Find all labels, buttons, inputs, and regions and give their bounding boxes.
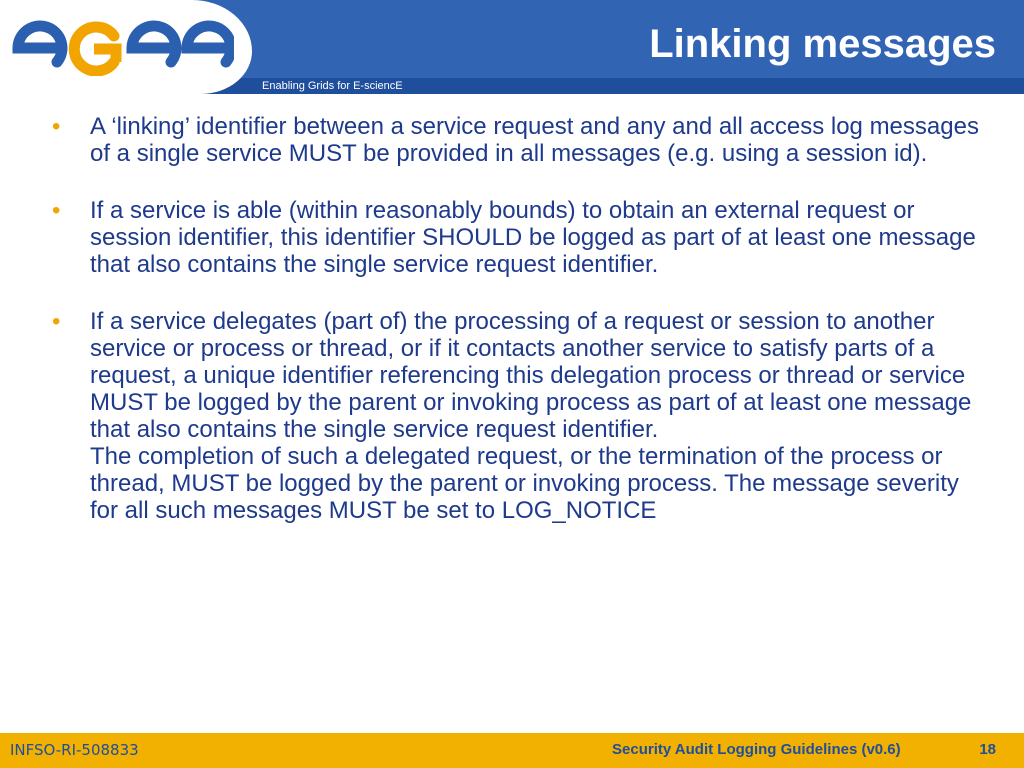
logo-letter-e3 [187,26,231,62]
bullet-paragraph: A ‘linking’ identifier between a service request and any and all access log messages of a single service MUST be provided in all messages (e.g. using a session id). [90,113,979,167]
bullet-text [90,308,992,524]
logo-letter-e1 [18,26,62,62]
logo-panel [0,0,252,94]
bullet-paragraph: If a service delegates (part of) the processing of a request or session to another service or process or thread, or if it contacts another service to satisfy parts of a request, a unique identifier referencing this delegation process or thread or service MUST be logged by the parent or invoking process as part of at least one message that also contains the single service request identifier. [90,308,972,443]
bullet-item [52,308,992,524]
bullet-text [90,197,992,278]
footer-project-id: INFSO-RI-508833 [10,741,139,759]
bullet-marker: • [52,308,61,335]
logo-letter-e2 [132,26,176,62]
tagline: Enabling Grids for E-sciencE [262,80,403,92]
bullet-text [90,113,992,167]
footer-document-title: Security Audit Logging Guidelines (v0.6) [612,741,901,758]
footer-bar [0,733,1024,768]
content-area [52,113,992,554]
bullet-item [52,197,992,278]
egee-logo [12,18,234,76]
logo-letter-g [74,27,116,71]
footer-page-number: 18 [979,741,996,758]
bullet-paragraph: If a service is able (within reasonably bounds) to obtain an external request or session identifier, this identifier SHOULD be logged as part of at least one message that also contains the single service request identifier. [90,197,976,278]
bullet-marker: • [52,113,61,140]
page-title: Linking messages [649,22,996,66]
bullet-paragraph: The completion of such a delegated request, or the termination of the process or thread, MUST be logged by the parent or invoking process. The message severity for all such messages MUST be set to LOG_NOTICE [90,443,959,524]
bullet-item [52,113,992,167]
bullet-marker: • [52,197,61,224]
